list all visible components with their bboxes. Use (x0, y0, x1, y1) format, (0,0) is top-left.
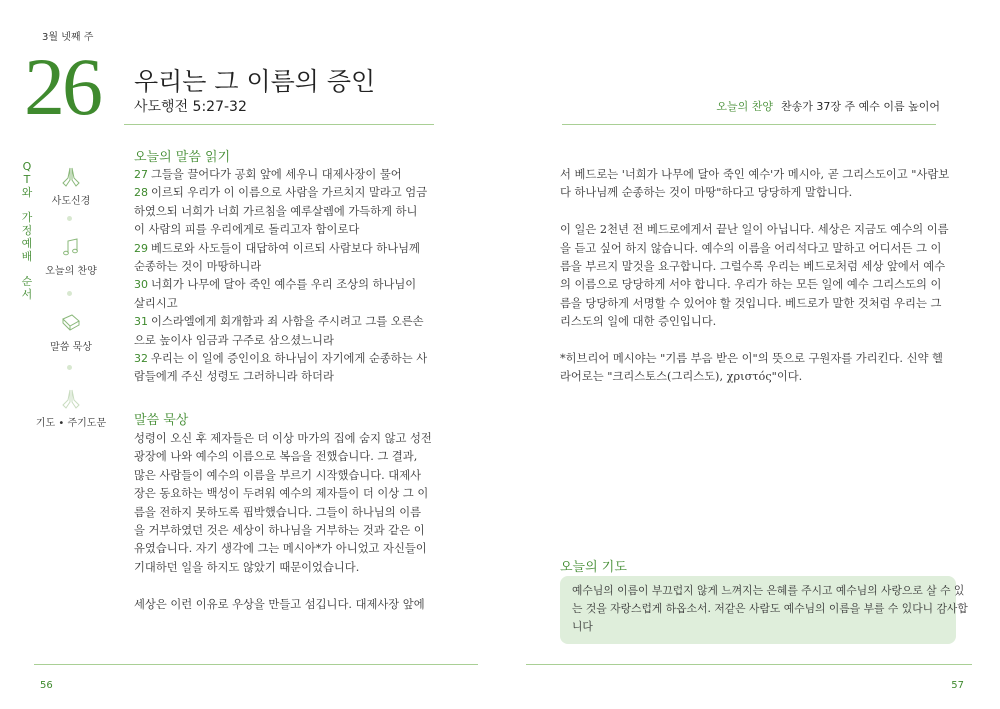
qt-letter: 가 (21, 211, 33, 224)
qt-letter: 예 (21, 237, 33, 250)
text-line: 서 베드로는 '너희가 나무에 달아 죽인 예수'가 메시아, 곧 그리스도이고 "사람보 (560, 168, 950, 181)
sidebar-item-meditation (34, 312, 108, 353)
verse-number: 30 (134, 278, 148, 292)
qt-letter (20, 199, 34, 211)
sidebar-item-label: 기도 • 주기도문 (35, 418, 107, 429)
scripture-reference: 사도행전 5:27-32 (134, 99, 247, 115)
verse (134, 166, 444, 184)
qt-vertical-label (20, 160, 34, 301)
paragraph (134, 596, 444, 614)
verse-text: 베드로와 사도들이 대답하여 이르되 사람보다 하나님께 (151, 241, 420, 255)
text-line: 하였으되 너희가 너희 가르침을 예루살렘에 가득하게 하니 (134, 204, 418, 218)
text-line: 리스도의 일에 대한 증인입니다. (560, 315, 717, 329)
qt-letter: 서 (21, 288, 33, 301)
paragraph (134, 430, 444, 577)
text-line: 순종하는 것이 마땅하니라 (134, 260, 262, 274)
todays-hymn (716, 98, 940, 114)
qt-letter: 정 (21, 224, 33, 237)
text-line (134, 240, 444, 258)
footer-rule-right (526, 664, 972, 665)
text-line (134, 313, 444, 331)
sidebar-dot (67, 216, 72, 221)
text-line: 많은 사람들이 예수의 이름을 부르기 시작했습니다. 대제사 (134, 468, 422, 482)
text-line: 다 하나님께 순종하는 것이 마땅"하다고 당당하게 말합니다. (560, 186, 853, 200)
text-line: 이 일은 2천년 전 베드로에게서 끝난 일이 아닙니다. 세상은 지금도 예수의 이름 (560, 223, 949, 237)
text-line: 유였습니다. 자기 생각에 그는 메시아*가 아니었고 자신들이 (134, 542, 427, 556)
header-rule-left (124, 124, 434, 125)
sidebar-dot (67, 291, 72, 296)
sidebar-item-hymn (34, 236, 108, 277)
text-line: 을 거부하였던 것은 세상이 하나님을 거부하는 것과 같은 이 (134, 524, 425, 538)
sidebar-item-label: 오늘의 찬양 (45, 266, 97, 277)
prayer-section-title: 오늘의 기도 (560, 560, 627, 575)
praying-hands-icon (60, 388, 82, 410)
text-line: 름을 당당하게 서명할 수 있어야 할 것입니다. 베드로가 말한 것처럼 우리는 그 (560, 296, 942, 310)
paragraph (560, 350, 956, 387)
music-note-icon (60, 236, 82, 258)
verse-text: 이스라엘에게 회개함과 죄 사함을 주시려고 그를 오른손 (151, 315, 424, 329)
text-line (134, 276, 444, 294)
meditation-text-right (560, 166, 956, 405)
paragraph (560, 166, 956, 203)
verse-number: 29 (134, 241, 148, 255)
text-line (134, 184, 444, 202)
text-line (134, 350, 444, 368)
text-line: 으로 높이사 임금과 구주로 삼으셨느니라 (134, 333, 334, 347)
sidebar-item-prayer (28, 388, 114, 429)
sidebar-item-creed (34, 166, 108, 207)
sidebar-item-label: 말씀 묵상 (50, 342, 92, 353)
sidebar-item-label: 사도신경 (51, 196, 91, 207)
text-line: 세상은 이런 이유로 우상을 만들고 섬깁니다. 대제사장 앞에 (134, 597, 425, 611)
prayer-box (560, 576, 968, 644)
qt-letter (20, 263, 34, 275)
text-line: 의 이름으로 당당하게 서야 합니다. 우리가 하는 모든 일에 예수 그리스도의 이 (560, 278, 942, 292)
verse (134, 240, 444, 277)
header-rule-right (562, 124, 936, 125)
verse-number: 32 (134, 352, 148, 366)
footer-rule-left (34, 664, 478, 665)
meditation-section-title: 말씀 묵상 (134, 413, 189, 428)
qt-letter: Q (22, 160, 32, 173)
text-line (134, 166, 444, 184)
text-line: 기대하던 일을 하지도 않았기 때문이었습니다. (134, 560, 360, 574)
verse-number: 28 (134, 186, 148, 200)
page-title: 우리는 그 이름의 증인 (134, 67, 376, 96)
text-line: 광장에 나와 예수의 이름으로 복음을 전했습니다. 그 결과, (134, 450, 418, 464)
text-line: 라어로는 "크리스토스(그리스도), χριστός"이다. (560, 370, 803, 384)
verse (134, 184, 444, 239)
verse (134, 350, 444, 387)
verse (134, 276, 444, 313)
day-number: 26 (24, 41, 100, 132)
verse-text: 우리는 이 일에 증인이요 하나님이 자기에게 순종하는 사 (151, 352, 428, 366)
text-line: 름을 전하지 못하도록 핍박했습니다. 그들이 하나님의 이름 (134, 505, 422, 519)
text-line: 름을 부르지 말것을 요구합니다. 그럴수록 우리는 베드로처럼 세상 앞에서 예수 (560, 260, 946, 274)
hymn-text: 찬송가 37장 주 예수 이름 높이어 (781, 100, 940, 113)
text-line: 장은 동요하는 백성이 두려워 예수의 제자들이 더 이상 그 이 (134, 487, 429, 501)
qt-letter: 와 (21, 186, 33, 199)
scripture-verses (134, 166, 444, 387)
qt-letter: T (23, 173, 31, 186)
text-line: 예수님의 이름이 부끄럽지 않게 느껴지는 은혜를 주시고 예수님의 사랑으로 살 수 있 (572, 584, 965, 597)
verse-text: 그들을 끌어다가 공회 앞에 세우니 대제사장이 물어 (151, 168, 402, 181)
page-number-right: 57 (951, 680, 964, 691)
verse (134, 313, 444, 350)
verse-text: 이르되 우리가 이 이름으로 사람을 가르치지 말라고 엄금 (151, 186, 428, 200)
text-line: 이 사람의 피를 우리에게로 돌리고자 함이로다 (134, 223, 360, 237)
week-label: 3월 넷째 주 (42, 32, 94, 43)
qt-letter: 배 (21, 250, 33, 263)
reading-section-title: 오늘의 말씀 읽기 (134, 150, 231, 165)
text-line: 성령이 오신 후 제자들은 더 이상 마가의 집에 숨지 않고 성전 (134, 432, 432, 445)
page-number-left: 56 (40, 680, 53, 691)
hymn-label: 오늘의 찬양 (716, 100, 773, 113)
text-line: 을 듣고 싶어 하지 않습니다. 예수의 이름을 어리석다고 말하고 어디서든 그 이 (560, 241, 942, 255)
meditation-text-left (134, 430, 444, 632)
text-line: 람들에게 주신 성령도 그러하니라 하더라 (134, 370, 334, 384)
qt-letter: 순 (21, 275, 33, 288)
verse-number: 31 (134, 315, 148, 329)
paragraph (560, 221, 956, 331)
text-line: 살리시고 (134, 296, 178, 310)
text-line: *히브리어 메시야는 "기름 부음 받은 이"의 뜻으로 구원자를 가리킨다. 신약 헬 (560, 352, 943, 366)
verse-text: 너희가 나무에 달아 죽인 예수를 우리 조상의 하나님이 (151, 278, 417, 292)
sidebar-dot (67, 365, 72, 370)
praying-hands-icon (60, 166, 82, 188)
bible-book-icon (60, 312, 82, 334)
verse-number: 27 (134, 168, 148, 181)
text-line: 는 것을 자랑스럽게 하옵소서. 저같은 사람도 예수님의 이름을 부를 수 있다니 감사합 (572, 602, 968, 615)
text-line: 니다 (572, 620, 593, 633)
